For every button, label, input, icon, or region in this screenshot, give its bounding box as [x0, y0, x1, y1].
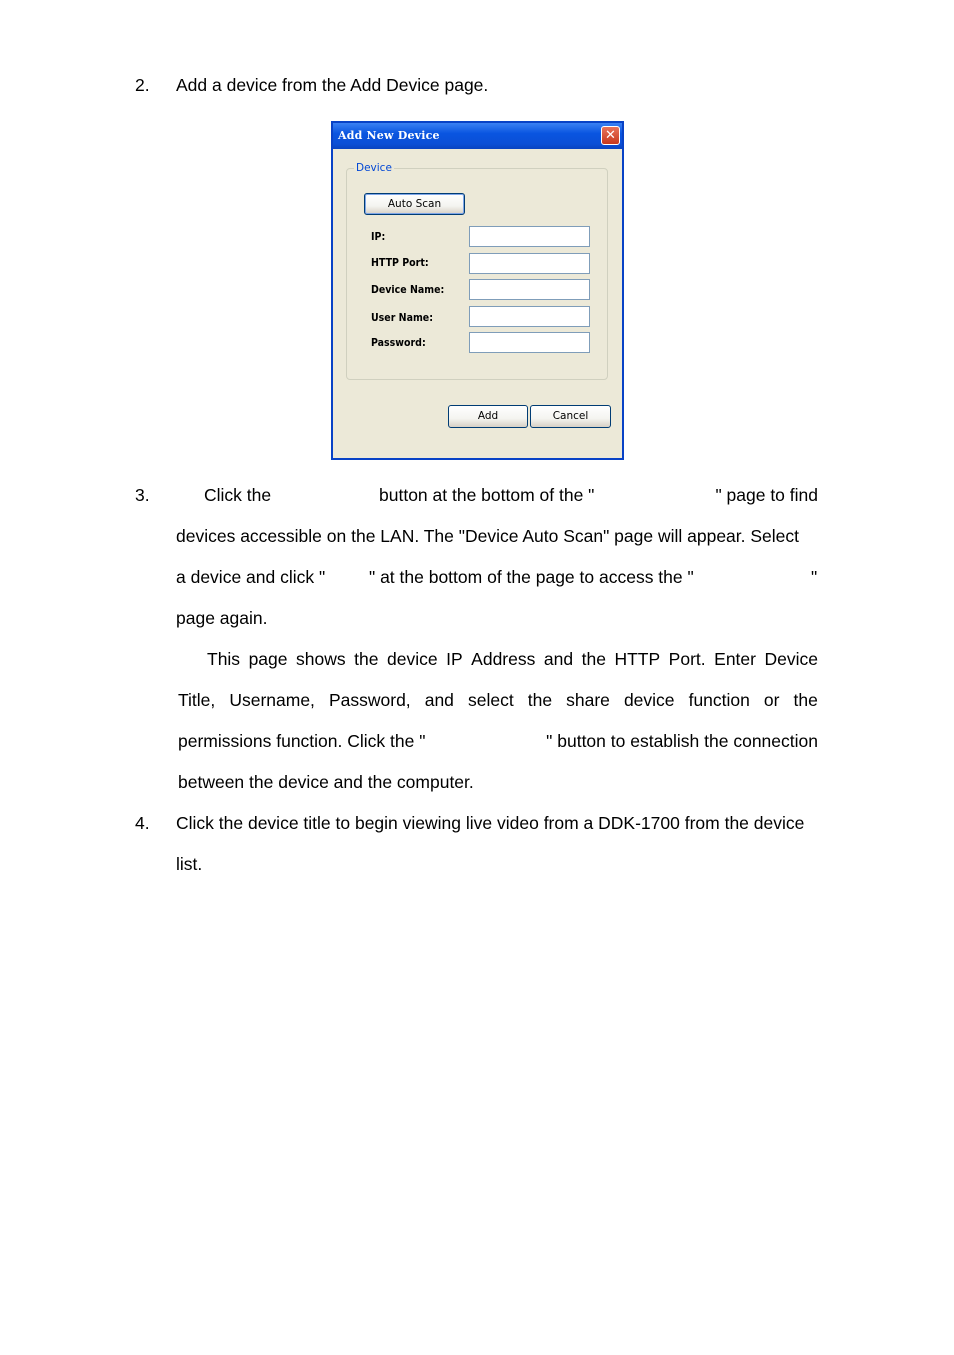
word: and	[424, 690, 454, 710]
step-4-line1: Click the device title to begin viewing live video from a DDK-1700 from the device	[176, 813, 805, 833]
word: Username,	[229, 690, 315, 710]
word: IP	[446, 649, 463, 669]
dialog-titlebar	[333, 123, 622, 149]
word: HTTP	[614, 649, 661, 669]
word: Enter	[714, 649, 756, 669]
cancel-button[interactable]: Cancel	[530, 405, 611, 428]
word: Address	[471, 649, 536, 669]
word: This	[207, 649, 241, 669]
word: function	[688, 690, 750, 710]
step-3-para-line1-text	[207, 649, 818, 669]
word: Device	[764, 649, 818, 669]
step-3-line4: page again.	[176, 608, 268, 628]
word: device	[387, 649, 438, 669]
device-name-label: Device Name:	[371, 284, 445, 296]
word: Title,	[178, 690, 216, 710]
step-3-line3-part1: a device and click "	[176, 567, 326, 587]
ip-label: IP:	[371, 231, 386, 243]
word: the	[354, 649, 379, 669]
step-3-para-line1	[207, 649, 818, 669]
password-field[interactable]	[469, 332, 590, 353]
step-3-line1-part1: Click the	[204, 485, 272, 505]
word: share	[566, 690, 610, 710]
step-3-line3-part2: " at the bottom of the page to access the "	[369, 567, 694, 587]
word: and	[543, 649, 574, 669]
step-3-para-line2-text	[178, 690, 818, 710]
dialog-title: Add New Device	[338, 129, 440, 142]
step-3-line1-part3: " page to find	[715, 485, 818, 505]
step-4-number: 4.	[135, 813, 150, 833]
word: the	[581, 649, 606, 669]
word: the	[793, 690, 818, 710]
step-3-line1-part2: button at the bottom of the "	[379, 485, 595, 505]
word: Port.	[668, 649, 706, 669]
user-name-field[interactable]	[469, 306, 590, 327]
http-port-field[interactable]	[469, 253, 590, 274]
word: device	[623, 690, 675, 710]
user-name-label: User Name:	[371, 312, 433, 324]
word: page	[248, 649, 288, 669]
step-3-line2: devices accessible on the LAN. The "Device Auto Scan" page will appear. Select	[176, 526, 800, 546]
step-3-para-line2	[178, 690, 818, 710]
http-port-label: HTTP Port:	[371, 257, 429, 269]
device-group-label: Device	[356, 162, 392, 174]
step-3-line3-part3: "	[811, 567, 818, 587]
step-3-para-line3-part2: " button to establish the connection	[546, 731, 818, 751]
word: shows	[296, 649, 346, 669]
add-button[interactable]: Add	[448, 405, 528, 428]
step-3-para-line3-part1: permissions function. Click the "	[178, 731, 426, 751]
step-2-number: 2.	[135, 75, 150, 95]
word: or	[763, 690, 780, 710]
password-label: Password:	[371, 337, 426, 349]
device-name-field[interactable]	[469, 279, 590, 300]
step-2-text: Add a device from the Add Device page.	[176, 75, 489, 95]
close-icon[interactable]: ✕	[601, 126, 620, 145]
add-new-device-dialog	[331, 121, 624, 460]
auto-scan-button[interactable]: Auto Scan	[364, 193, 465, 215]
step-3-para-line4: between the device and the computer.	[178, 772, 474, 792]
word: select	[467, 690, 514, 710]
step-4-line2: list.	[176, 854, 203, 874]
word: the	[527, 690, 553, 710]
step-3-number: 3.	[135, 485, 150, 505]
word: Password,	[328, 690, 411, 710]
ip-field[interactable]	[469, 226, 590, 247]
